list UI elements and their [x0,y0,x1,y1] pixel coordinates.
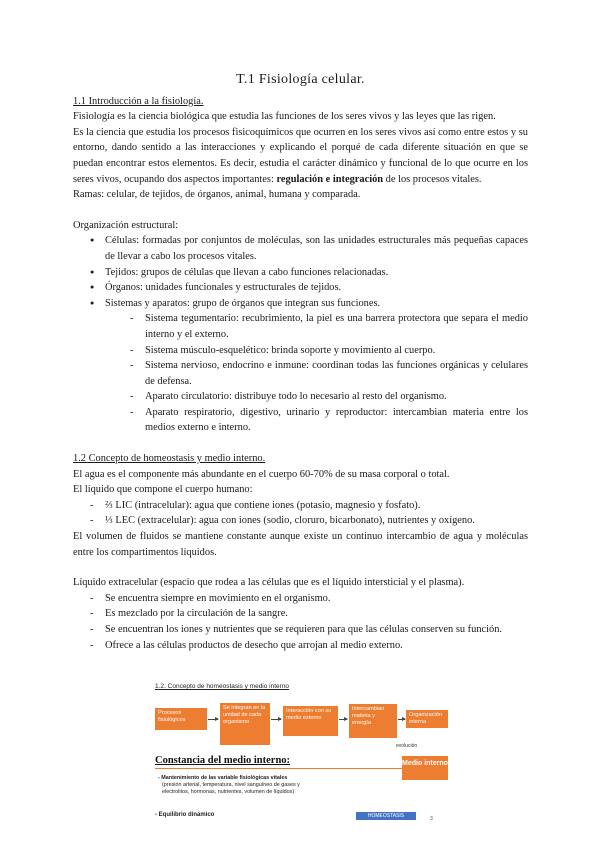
bullet-list [73,233,528,311]
arrow [208,719,218,720]
homeostasis-bar: HOMEOSTASIS [356,812,416,820]
list-item: - Es mezclado por la circulación de la sangre. [73,606,528,622]
arrow [339,719,347,720]
list-item: - ⅓ LEC (extracelular): agua con iones (sodio, cloruro, bicarbonato), nutrientes y oxígeno. [73,513,528,529]
diagram-title: 1.2. Concepto de homeostasis y medio interno [155,683,290,690]
list-item: - Se encuentran los iones y nutrientes que se requieren para que las células conserven su función. [73,622,528,638]
constancia-heading: Constancia del medio interno: [155,755,291,766]
document-page [73,72,528,653]
list-item: ● Tejidos: grupos de células que llevan a cabo funciones relacionadas. [73,265,528,281]
list-item: - Aparato circulatorio: distribuye todo lo necesario al resto del organismo. [73,389,528,405]
paragraph: Ramas: celular, de tejidos, de órganos, animal, humana y comparada. [73,189,361,201]
bold-text: regulación e integración [276,173,384,185]
paragraph-text: de los procesos vitales. [383,173,482,185]
evolucion-label: evolución [396,743,418,749]
variables-line: - Mantenimiento de las variable fisiológicas vitales [158,775,288,781]
equilibrio-label: - Equilibrio dinámico [155,812,215,818]
box-interaccion: Interacción con su medio externo [283,706,338,736]
list-item: - Se encuentra siempre en movimiento en el organismo. [73,591,528,607]
list-item: - ⅔ LIC (intracelular): agua que contiene iones (potasio, magnesio y fosfato). [73,498,528,514]
box-integran: Se integran en la unidad de cada organismo [220,703,270,745]
list-item: - Aparato respiratorio, digestivo, urinario y reproductor: intercambian materia entre los medios externo e interno. [73,405,528,436]
dash-list [73,311,528,436]
medio-interno-box: Medio interno [402,756,448,780]
page-mark: 3 [430,816,433,822]
list-item: - Sistema nervioso, endocrino e inmune: coordinan todas las funciones orgánicas y celulares de defensa. [73,358,528,389]
paragraph [73,125,528,187]
box-organizacion: Organización interna [406,710,448,728]
list-item: - Sistema tegumentario: recubrimiento, la piel es una barrera protectora que separa el medio interno y el externo. [73,311,528,342]
list-item: ● Órganos: unidades funcionales y estructurales de tejidos. [73,280,528,296]
paragraph: El volumen de fluidos se mantiene constante aunque existe un continuo intercambio de agua y moléculas entre los compartimentos líquidos. [73,531,528,558]
divider [155,768,425,769]
list-item: - Sistema músculo-esquelético: brinda soporte y movimiento al cuerpo. [73,343,528,359]
section-heading-homeostasis: 1.2 Concepto de homeostasis y medio interno. [73,453,266,465]
box-intercambian: Intercambian materia y energía [349,704,397,738]
list-item: ● Sistemas y aparatos: grupo de órganos que integran sus funciones. [73,296,528,312]
variables-line: (presión arterial, temperatura, nivel sanguíneo de gases y [162,782,300,789]
dash-list [73,498,528,529]
list-item: - Ofrece a las células productos de desecho que arrojan al medio externo. [73,638,528,654]
paragraph: El líquido que compone el cuerpo humano: [73,484,253,496]
variables-text [158,775,398,797]
box-procesos: Procesos fisiológicos [155,708,207,730]
page-title: T.1 Fisiología celular. [236,72,365,87]
paragraph-text: Es la ciencia que estudia los procesos fisicoquímicos que ocurren en los seres vivos así como entre estos y su entorno, dando sentido a las interacciones y explicando el porqué de cada diferente situación en que se puedan encontrar estos elementos. Es decir, estudia el carácter dinámico y funcional de lo que ocurre en los seres vivos, ocupando dos aspectos importantes: [73,126,528,185]
list-item: ● Células: formadas por conjuntos de moléculas, son las unidades estructurales más pequeñas capaces de llevar a cabo los procesos vitales. [73,233,528,264]
arrow [398,719,405,720]
paragraph: Líquido extracelular (espacio que rodea a las células que es el líquido intersticial y el plasma). [73,577,465,589]
homeostasis-diagram [150,683,450,848]
paragraph: Fisiología es la ciencia biológica que estudia las funciones de los seres vivos y las leyes que las rigen. [73,111,496,123]
arrow [271,719,281,720]
subheading: Organización estructural: [73,219,179,231]
section-heading-intro: 1.1 Introducción a la fisiología. [73,95,204,107]
dash-list [73,591,528,653]
variables-line: electrolitos, hormonas, nutrientes, volumen de líquidos) [162,789,295,796]
paragraph: El agua es el componente más abundante en el cuerpo 60-70% de su masa corporal o total. [73,468,450,480]
